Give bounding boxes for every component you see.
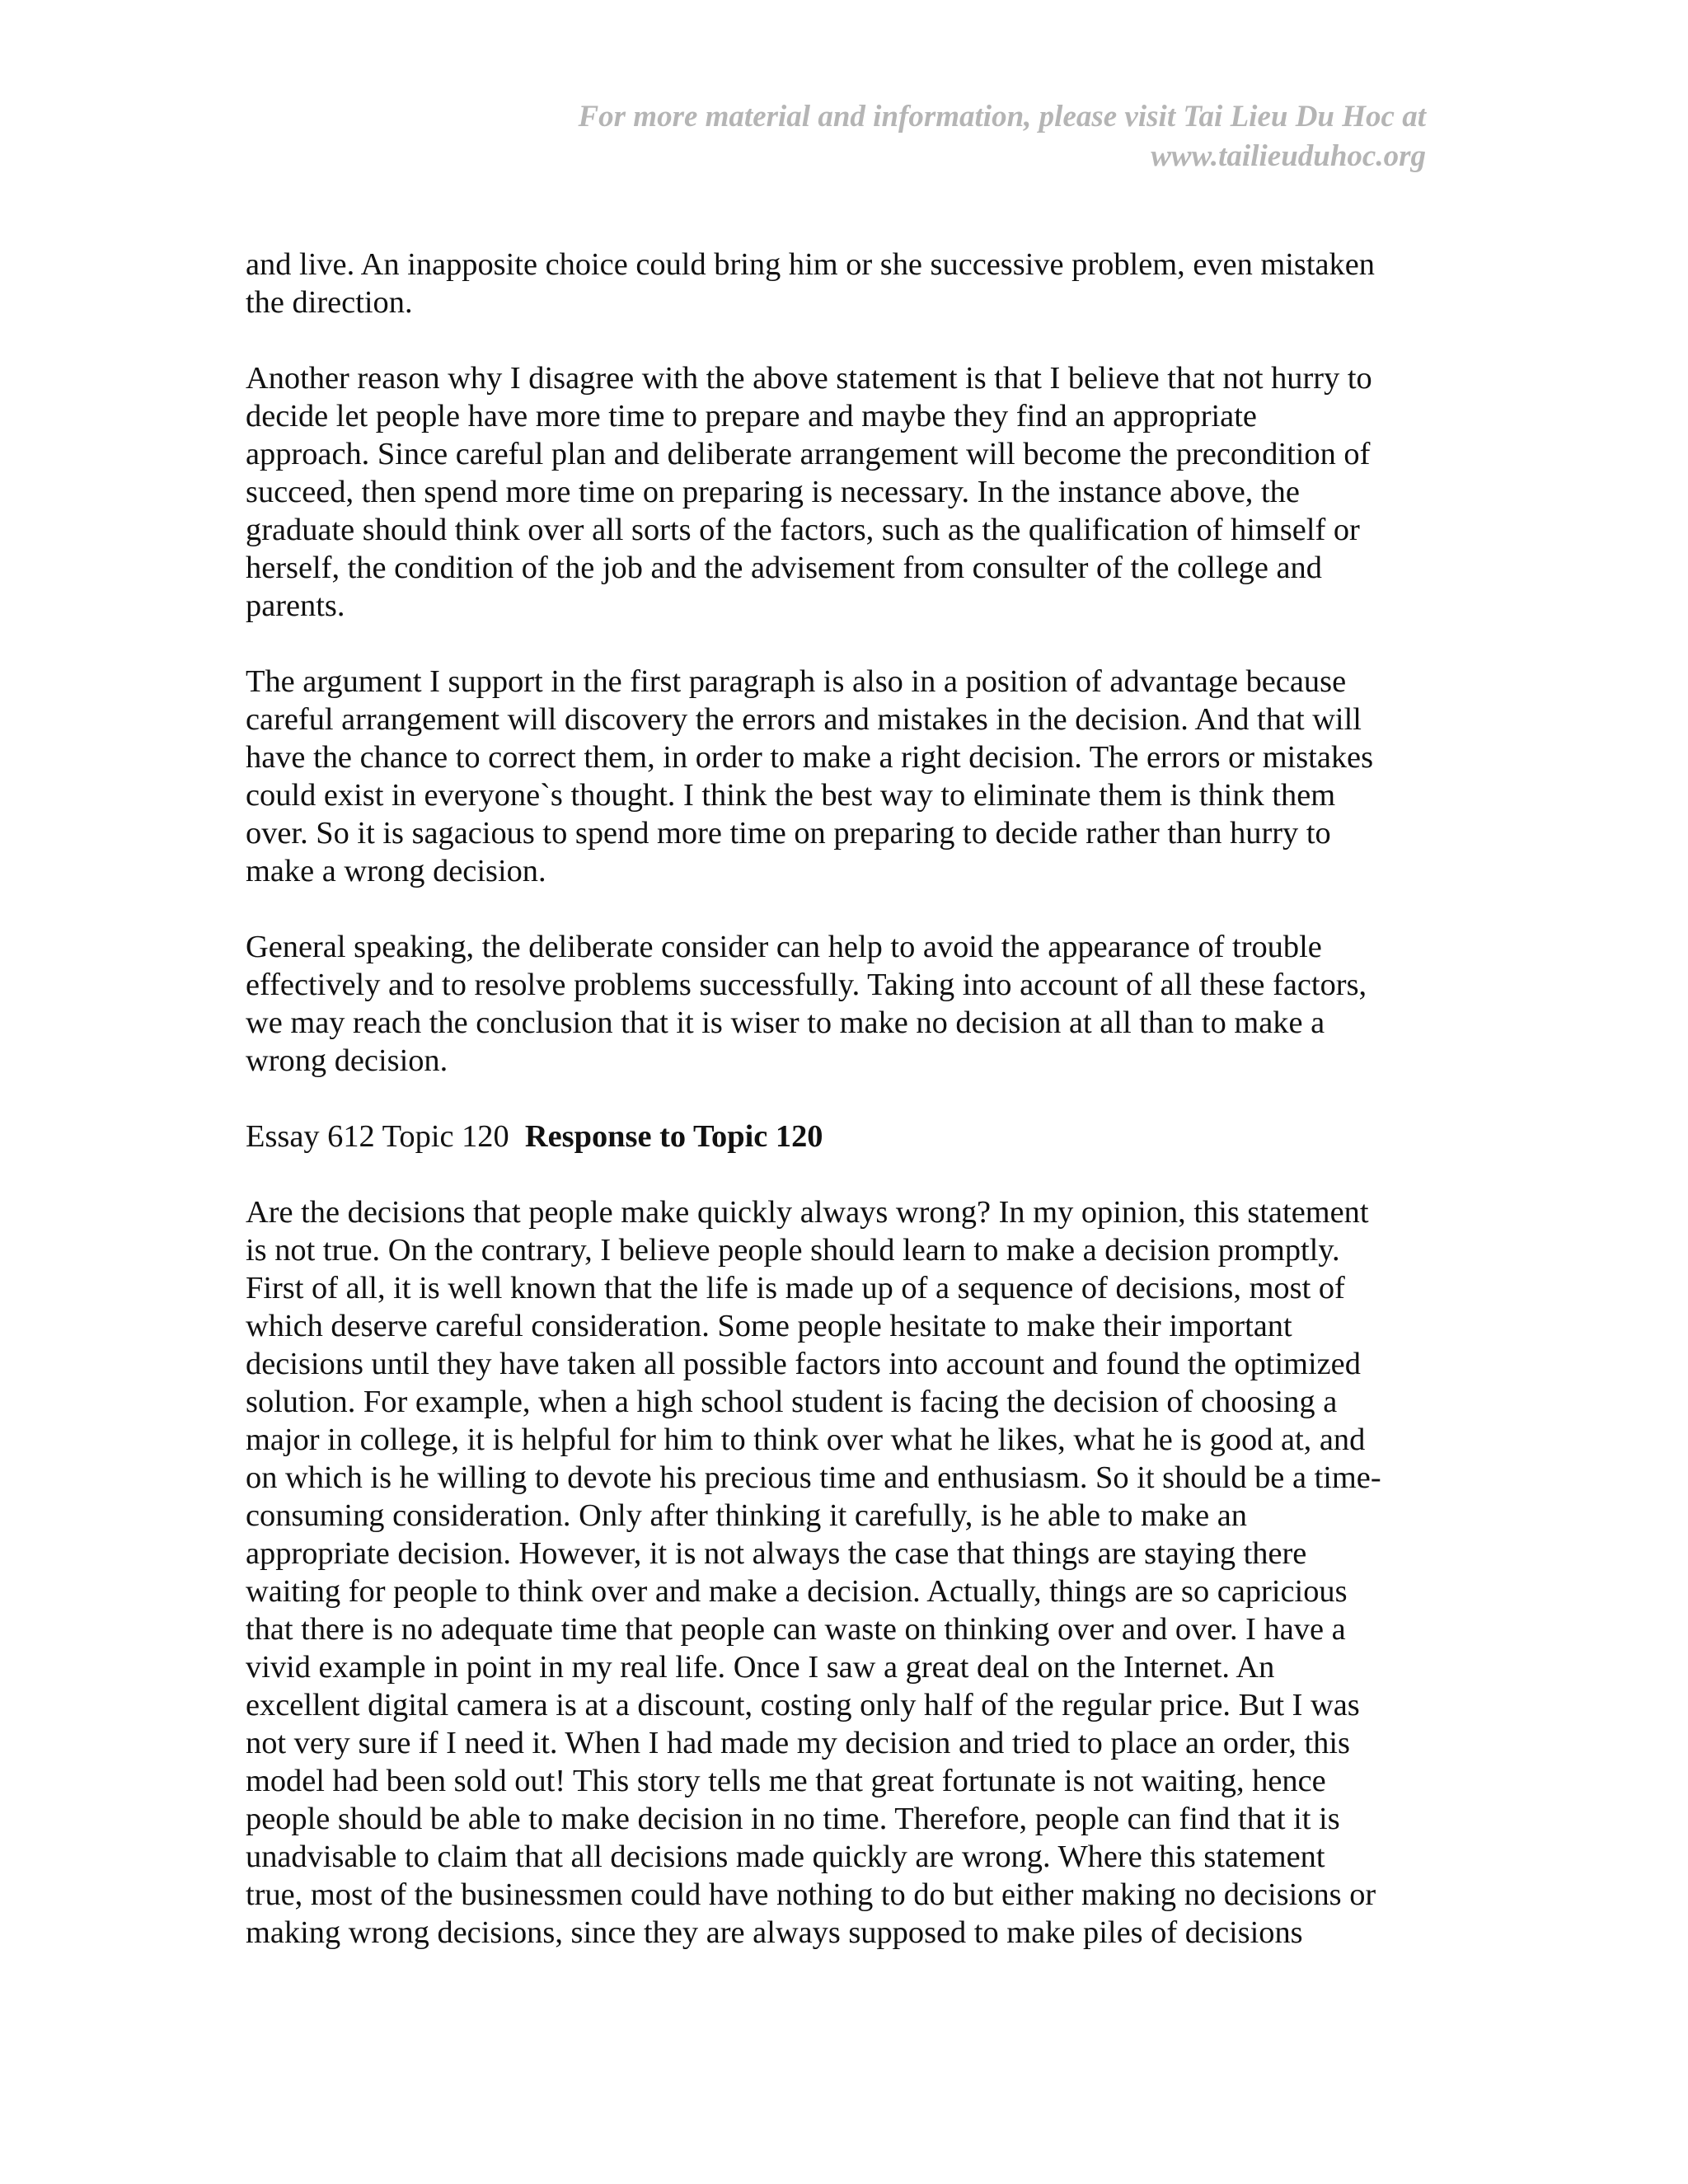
text-line: succeed, then spend more time on preparing is necessary. In the instance above, the [246, 475, 1300, 509]
paragraph-2 [246, 359, 1432, 625]
page-header [437, 97, 1426, 176]
text-line: solution. For example, when a high school student is facing the decision of choosing a [246, 1385, 1338, 1419]
text-line: is not true. On the contrary, I believe people should learn to make a decision promptly. [246, 1233, 1340, 1268]
essay-heading-prefix: Essay 612 Topic 120 [246, 1119, 509, 1154]
text-line: decide let people have more time to prepare and maybe they find an appropriate [246, 399, 1257, 434]
text-line: The argument I support in the first paragraph is also in a position of advantage because [246, 664, 1347, 699]
text-line: people should be able to make decision in no time. Therefore, people can find that it is [246, 1802, 1340, 1836]
text-line: parents. [246, 588, 345, 623]
paragraph-4 [246, 928, 1432, 1080]
text-line: that there is no adequate time that people can waste on thinking over and over. I have a [246, 1612, 1346, 1647]
header-line-1: For more material and information, please visit Tai Lieu Du Hoc at [578, 100, 1426, 134]
paragraph-5 [246, 1193, 1432, 1952]
text-line: over. So it is sagacious to spend more time on preparing to decide rather than hurry to [246, 816, 1331, 851]
text-line: we may reach the conclusion that it is wiser to make no decision at all than to make a [246, 1005, 1325, 1040]
essay-heading [246, 1118, 1432, 1155]
document-body [246, 246, 1432, 1990]
text-line: Are the decisions that people make quickly always wrong? In my opinion, this statement [246, 1195, 1369, 1230]
text-line: effectively and to resolve problems successfully. Taking into account of all these factors, [246, 968, 1367, 1002]
text-line: wrong decision. [246, 1043, 448, 1078]
text-line: vivid example in point in my real life. Once I saw a great deal on the Internet. An [246, 1650, 1275, 1685]
text-line: First of all, it is well known that the life is made up of a sequence of decisions, most of [246, 1271, 1345, 1305]
text-line: could exist in everyone`s thought. I think the best way to eliminate them is think them [246, 778, 1336, 813]
text-line: the direction. [246, 285, 413, 320]
text-line: and live. An inapposite choice could bring him or she successive problem, even mistaken [246, 247, 1375, 282]
text-line: which deserve careful consideration. Some people hesitate to make their important [246, 1309, 1292, 1343]
text-line: make a wrong decision. [246, 854, 546, 888]
text-line: model had been sold out! This story tells me that great fortunate is not waiting, hence [246, 1764, 1326, 1798]
paragraph-3 [246, 663, 1432, 890]
essay-heading-title: Response to Topic 120 [524, 1119, 823, 1154]
text-line: true, most of the businessmen could have nothing to do but either making no decisions or [246, 1877, 1376, 1912]
text-line: graduate should think over all sorts of the factors, such as the qualification of himself or [246, 513, 1360, 547]
text-line: decisions until they have taken all possible factors into account and found the optimized [246, 1347, 1361, 1381]
text-line: Another reason why I disagree with the above statement is that I believe that not hurry to [246, 361, 1372, 396]
text-line: General speaking, the deliberate consider can help to avoid the appearance of trouble [246, 930, 1322, 964]
text-line: major in college, it is helpful for him to think over what he likes, what he is good at, and [246, 1422, 1366, 1457]
text-line: making wrong decisions, since they are always supposed to make piles of decisions [246, 1915, 1303, 1950]
text-line: careful arrangement will discovery the errors and mistakes in the decision. And that will [246, 702, 1362, 737]
text-line: appropriate decision. However, it is not always the case that things are staying there [246, 1536, 1307, 1571]
text-line: excellent digital camera is at a discount, costing only half of the regular price. But I was [246, 1688, 1360, 1722]
text-line: waiting for people to think over and make a decision. Actually, things are so capricious [246, 1574, 1348, 1609]
header-line-2: www.tailieuduhoc.org [1151, 139, 1426, 173]
text-line: herself, the condition of the job and the advisement from consulter of the college and [246, 551, 1322, 585]
text-line: consuming consideration. Only after thinking it carefully, is he able to make an [246, 1498, 1248, 1533]
text-line: approach. Since careful plan and deliberate arrangement will become the precondition of [246, 437, 1371, 471]
text-line: on which is he willing to devote his precious time and enthusiasm. So it should be a time- [246, 1460, 1381, 1495]
text-line: unadvisable to claim that all decisions made quickly are wrong. Where this statement [246, 1840, 1325, 1874]
text-line: not very sure if I need it. When I had made my decision and tried to place an order, this [246, 1726, 1350, 1760]
text-line: have the chance to correct them, in order to make a right decision. The errors or mistakes [246, 740, 1374, 775]
paragraph-1 [246, 246, 1432, 321]
